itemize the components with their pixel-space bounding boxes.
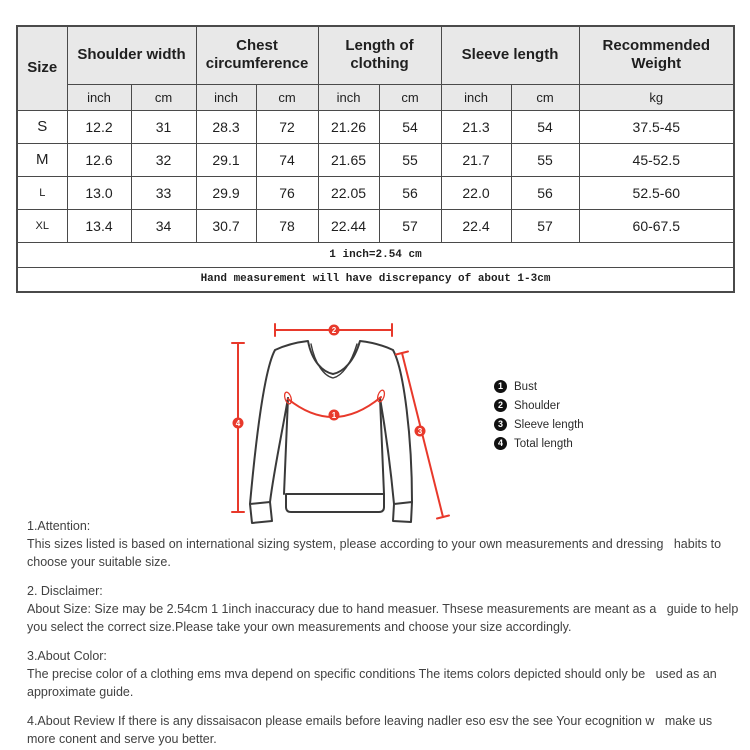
data-cell: 22.05 (318, 176, 379, 209)
marker-sleeve-num: 3 (417, 427, 423, 436)
sweater-measurement-diagram (220, 308, 480, 538)
header-length-of-clothing: Length of clothing (318, 26, 441, 84)
data-cell: 60-67.5 (579, 209, 734, 242)
data-cell: 76 (256, 176, 318, 209)
unit-cell: inch (318, 84, 379, 110)
data-cell: 33 (131, 176, 196, 209)
header-recommended-weight: Recommended Weight (579, 26, 734, 84)
data-cell: 31 (131, 110, 196, 143)
data-cell: 34 (131, 209, 196, 242)
unit-cell: cm (256, 84, 318, 110)
conversion-note: 1 inch=2.54 cm (17, 242, 734, 267)
table-note-row (17, 267, 734, 292)
data-cell: 13.0 (67, 176, 131, 209)
section-heading: 3.About Color: (27, 649, 107, 663)
section-body: The precise color of a clothing ems mva depend on specific conditions The items colors depicted should only be used as an approximate guide. (27, 667, 721, 699)
data-cell: 57 (379, 209, 441, 242)
unit-cell: inch (196, 84, 256, 110)
data-cell: 30.7 (196, 209, 256, 242)
data-cell: 54 (511, 110, 579, 143)
unit-cell: inch (67, 84, 131, 110)
legend-number-badge: 3 (494, 418, 507, 431)
unit-cell: inch (441, 84, 511, 110)
section-attention (27, 517, 739, 571)
data-cell: 32 (131, 143, 196, 176)
data-cell: 22.0 (441, 176, 511, 209)
section-body: 4.About Review If there is any dissaisacon please emails before leaving nadler eso esv the see Your ecognition w make us more conent and serve you better. (27, 714, 716, 746)
unit-cell: kg (579, 84, 734, 110)
measurement-discrepancy-note: Hand measurement will have discrepancy of about 1-3cm (17, 267, 734, 292)
sweater-outline (250, 341, 412, 523)
legend-label: Bust (514, 380, 538, 393)
data-cell: 13.4 (67, 209, 131, 242)
unit-cell: cm (131, 84, 196, 110)
table-note-row (17, 242, 734, 267)
measurement-legend (494, 380, 584, 456)
row-label: M (17, 143, 67, 176)
section-about-review (27, 712, 739, 748)
legend-item-bust (494, 380, 584, 393)
unit-cell: cm (511, 84, 579, 110)
section-body: About Size: Size may be 2.54cm 1 1inch inaccuracy due to hand measuer. Thsese measurements are meant as a guide to help you select the correct size.Please take your own measurements and choose your size accordingly. (27, 602, 742, 634)
data-cell: 72 (256, 110, 318, 143)
legend-item-total-length (494, 437, 584, 450)
data-cell: 45-52.5 (579, 143, 734, 176)
section-disclaimer (27, 582, 742, 636)
section-heading: 1.Attention: (27, 519, 91, 533)
data-cell: 37.5-45 (579, 110, 734, 143)
table-row-s (17, 110, 734, 143)
legend-number-badge: 1 (494, 380, 507, 393)
data-cell: 28.3 (196, 110, 256, 143)
data-cell: 29.1 (196, 143, 256, 176)
header-chest-circumference: Chest circumference (196, 26, 318, 84)
data-cell: 22.44 (318, 209, 379, 242)
data-cell: 55 (511, 143, 579, 176)
table-row-l (17, 176, 734, 209)
row-label: XL (17, 209, 67, 242)
measurement-lines (232, 324, 449, 519)
data-cell: 21.7 (441, 143, 511, 176)
data-cell: 21.26 (318, 110, 379, 143)
data-cell: 29.9 (196, 176, 256, 209)
table-header-group-row (17, 26, 734, 84)
header-sleeve-length: Sleeve length (441, 26, 579, 84)
legend-item-shoulder (494, 399, 584, 412)
marker-total-num: 4 (235, 419, 241, 428)
data-cell: 52.5-60 (579, 176, 734, 209)
section-about-color (27, 647, 739, 701)
marker-shoulder-num: 2 (331, 326, 337, 335)
data-cell: 57 (511, 209, 579, 242)
header-shoulder-width: Shoulder width (67, 26, 196, 84)
data-cell: 21.3 (441, 110, 511, 143)
legend-number-badge: 2 (494, 399, 507, 412)
legend-label: Shoulder (514, 399, 561, 412)
data-cell: 78 (256, 209, 318, 242)
section-body: This sizes listed is based on international sizing system, please according to your own measurements and dressing habits to choose your suitable size. (27, 537, 725, 569)
data-cell: 74 (256, 143, 318, 176)
section-heading: 2. Disclaimer: (27, 584, 103, 598)
table-unit-row (17, 84, 734, 110)
legend-item-sleeve-length (494, 418, 584, 431)
measurement-markers (233, 325, 426, 437)
marker-bust-num: 1 (331, 411, 337, 420)
table-row-m (17, 143, 734, 176)
data-cell: 21.65 (318, 143, 379, 176)
header-size: Size (17, 26, 67, 110)
legend-label: Sleeve length (514, 418, 584, 431)
size-table (16, 25, 735, 293)
data-cell: 55 (379, 143, 441, 176)
legend-number-badge: 4 (494, 437, 507, 450)
data-cell: 54 (379, 110, 441, 143)
row-label: S (17, 110, 67, 143)
data-cell: 22.4 (441, 209, 511, 242)
table-row-xl (17, 209, 734, 242)
notes-area (27, 517, 742, 750)
data-cell: 56 (379, 176, 441, 209)
data-cell: 12.6 (67, 143, 131, 176)
data-cell: 12.2 (67, 110, 131, 143)
data-cell: 56 (511, 176, 579, 209)
legend-label: Total length (514, 437, 573, 450)
row-label: L (17, 176, 67, 209)
unit-cell: cm (379, 84, 441, 110)
